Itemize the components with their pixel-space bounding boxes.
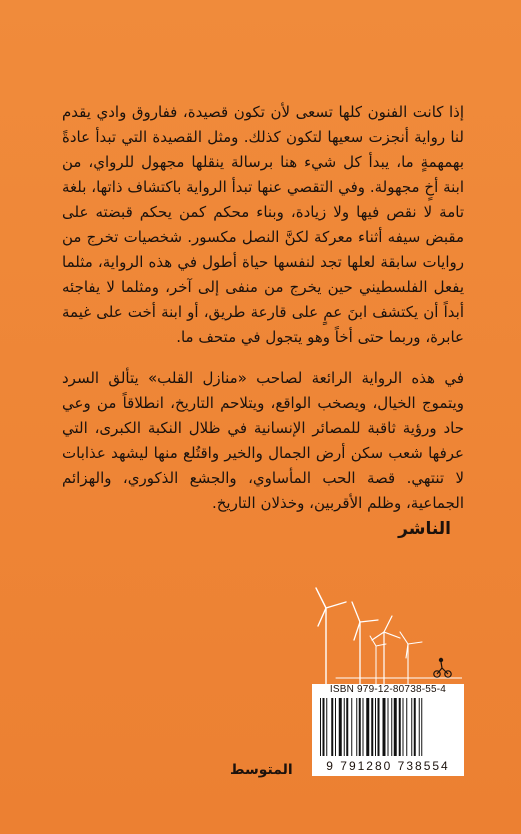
- barcode-digits: 9 791280 738554: [326, 759, 450, 773]
- cyclist-icon: [434, 658, 451, 677]
- wind-turbine-1: [316, 588, 346, 686]
- blurb-paragraph-2-text: في هذه الرواية الرائعة لصاحب «منازل القلب» يتألق السرد ويتموج الخيال، ويصخب الواقع، ويتلاحم التاريخ، انطلاقاً من وعي حاد ورؤية ثاقبة للمصائر الإنسانية في ظلال النكبة الكبرى، التي عرفها شعب سكن أرض الجمال والخير واقتُلع منها ليشهد عذابات لا تنتهي. قصة الحب المأساوي، والجشع الذكوري، والهزائم الجماعية، وظلم الأقربين، وخذلان التاريخ.: [62, 369, 464, 512]
- blurb-paragraph-1: [62, 100, 464, 350]
- barcode-bars: [320, 698, 456, 756]
- blurb-paragraph-1-text: إذا كانت الفنون كلها تسعى لأن تكون قصيدة، ففاروق وادي يقدم لنا رواية أنجزت سعيها لتكون كذلك. ومثل القصيدة التي تبدأ عادةً بهمهمةٍ ما، يبدأ كل شيء هنا برسالة ينقلها مجهول للرواي، من ابنة أخٍ مجهولة. وفي التقصي عنها تبدأ الرواية باكتشاف ذاتها، بلغة تامة لا نقص فيها ولا زيادة، وبناء محكم كمن يحكم قبضته على مقبض سيفه أثناء معركة لكنَّ النصل مكسور. شخصيات تخرج من روايات سابقة لعلها تجد لنفسها حياة أطول في هذه الرواية، مثلما يفعل الفلسطيني حين يخرج من منفى إلى آخر، ومثلما لا يفاجئه أبداً أن يكتشف ابنَ عمٍ على قارعة طريق، أو ابنة أخت على غيمة عابرة، وربما حتى أخاً وهو يتجول في متحف ما.: [62, 103, 464, 346]
- wind-turbines-illustration: [296, 586, 462, 686]
- publisher-logo: المتوسط: [230, 762, 293, 778]
- isbn-barcode: [312, 684, 464, 776]
- publisher-signature: الناشر: [398, 519, 451, 539]
- wind-turbine-2: [352, 602, 378, 686]
- isbn-label: ISBN 979-12-80738-55-4: [329, 684, 447, 695]
- blurb-paragraph-2: [62, 366, 464, 516]
